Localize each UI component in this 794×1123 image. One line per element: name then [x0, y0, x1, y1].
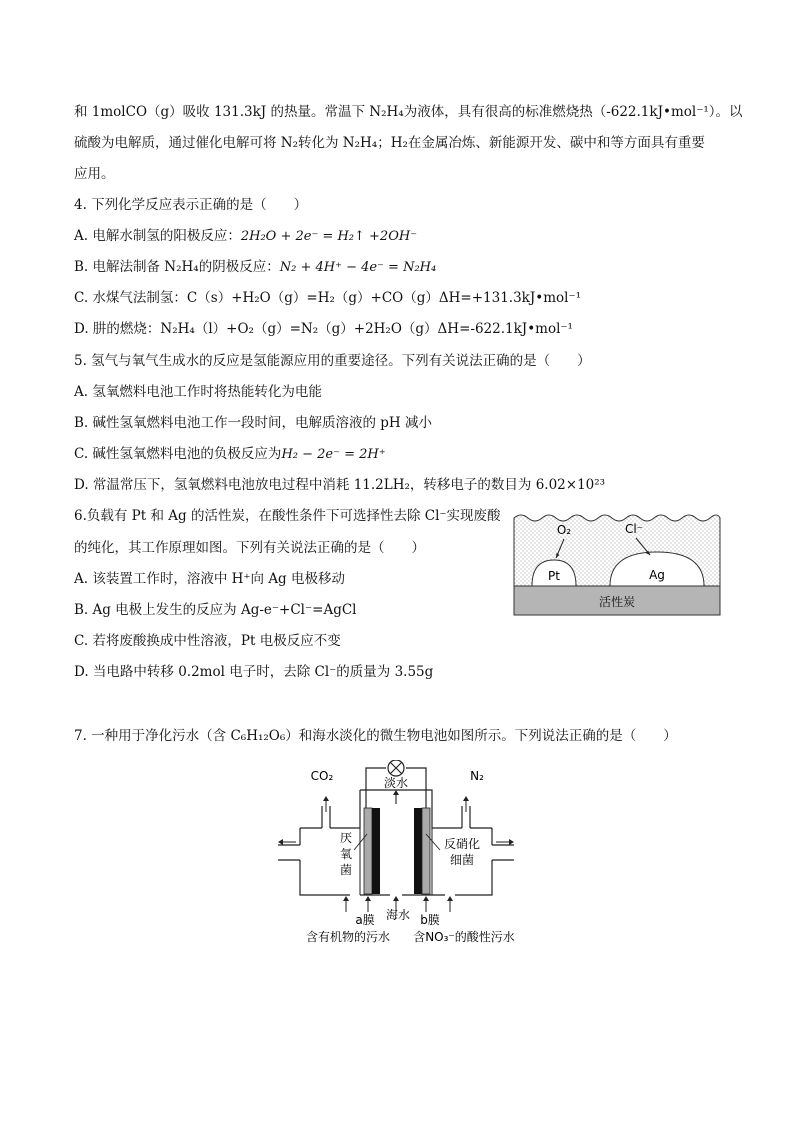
- denitrify-label-1: 反硝化: [443, 837, 481, 851]
- q7-stem: 7. 一种用于净化污水（含 C₆H₁₂O₆）和海水淡化的微生物电池如图所示。下列说法正确的是（ ）: [74, 728, 677, 744]
- q5-option-c-text: C. 碱性氢氧燃料电池的负极反应为: [74, 446, 282, 462]
- q5-stem: 5. 氢气与氧气生成水的反应是氢能源应用的重要途径。下列有关说法正确的是（ ）: [74, 353, 591, 369]
- left-outlet: [278, 845, 300, 860]
- q4-option-b-equation: N₂ + 4H⁺ − 4e⁻ = N₂H₄: [279, 260, 437, 275]
- intro-line-1: 和 1molCO（g）吸收 131.3kJ 的热量。常温下 N₂H₄为液体，具有很高的标准燃烧热（-622.1kJ•mol⁻¹）。以: [74, 104, 743, 120]
- cathode: [414, 808, 422, 894]
- pt-label: Pt: [548, 569, 560, 583]
- co2-label: CO₂: [310, 769, 334, 783]
- denitrify-label-2: 细菌: [449, 853, 475, 867]
- intro-line-3: 应用。: [74, 166, 115, 182]
- q4-option-d: D. 肼的燃烧：N₂H₄（l）+O₂（g）=N₂（g）+2H₂O（g）ΔH=-622.1kJ•mol⁻¹: [74, 321, 573, 337]
- q6-figure: [512, 508, 722, 618]
- fresh-water-label: 淡水: [383, 776, 409, 790]
- q4-option-c: C. 水煤气法制氢：C（s）+H₂O（g）=H₂（g）+CO（g）ΔH=+131.3kJ•mol⁻¹: [74, 290, 582, 306]
- q6-stem-line-2: 的纯化，其工作原理如图。下列有关说法正确的是（ ）: [74, 540, 425, 556]
- membrane-b-label: b膜: [420, 913, 440, 927]
- cl-label: Cl⁻: [624, 522, 644, 536]
- q4-option-a-equation: 2H₂O + 2e⁻ = H₂↑ +2OH⁻: [240, 229, 418, 244]
- right-outlet: [492, 845, 514, 860]
- q5-option-b: B. 碱性氢氧燃料电池工作一段时间，电解质溶液的 pH 减小: [74, 415, 432, 431]
- organic-sewage-label: 含有机物的污水: [305, 930, 391, 944]
- q6-option-d: D. 当电路中转移 0.2mol 电子时，去除 Cl⁻的质量为 3.55g: [74, 664, 434, 680]
- ag-label: Ag: [649, 568, 665, 582]
- q4-option-a-text: A. 电解水制氢的阳极反应：: [74, 228, 241, 244]
- q6-option-a: A. 该装置工作时，溶液中 H⁺向 Ag 电极移动: [74, 571, 345, 587]
- q5-option-c-equation: H₂ − 2e⁻ = 2H⁺: [281, 447, 386, 462]
- anaerobic-label-1: 厌: [339, 831, 353, 845]
- q4-option-b: [74, 257, 436, 278]
- q7-figure: [270, 760, 530, 955]
- seawater-label: 海水: [385, 908, 411, 922]
- anode: [372, 808, 380, 894]
- activated-carbon-label: 活性炭: [598, 595, 636, 609]
- n2-label: N₂: [470, 769, 484, 783]
- q6-stem-line-1: 6.负载有 Pt 和 Ag 的活性炭，在酸性条件下可选择性去除 Cl⁻实现废酸: [74, 508, 501, 524]
- q4-option-a: [74, 226, 417, 247]
- anaerobic-label-2: 氧: [339, 847, 353, 861]
- q4-option-b-text: B. 电解法制备 N₂H₄的阴极反应：: [74, 259, 280, 275]
- acid-sewage-label: 含NO₃⁻的酸性污水: [413, 930, 515, 944]
- q5-option-c: [74, 444, 386, 465]
- o2-label: O₂: [556, 523, 572, 537]
- anaerobic-label-3: 菌: [339, 863, 353, 877]
- q4-stem: 4. 下列化学反应表示正确的是（ ）: [74, 197, 308, 213]
- membrane-b: [422, 808, 430, 894]
- intro-line-2: 硫酸为电解质，通过催化电解可将 N₂转化为 N₂H₄；H₂在金属冶炼、新能源开发、碳中和等方面具有重要: [74, 135, 705, 151]
- q5-option-d: D. 常温常压下，氢氧燃料电池放电过程中消耗 11.2LH₂，转移电子的数目为 6.02×10²³: [74, 477, 606, 493]
- q5-option-a: A. 氢氧燃料电池工作时将热能转化为电能: [74, 384, 322, 400]
- membrane-a-label: a膜: [355, 913, 375, 927]
- q6-option-b: B. Ag 电极上发生的反应为 Ag-e⁻+Cl⁻=AgCl: [74, 602, 357, 618]
- membrane-a: [364, 808, 372, 894]
- q6-option-c: C. 若将废酸换成中性溶液，Pt 电极反应不变: [74, 633, 341, 649]
